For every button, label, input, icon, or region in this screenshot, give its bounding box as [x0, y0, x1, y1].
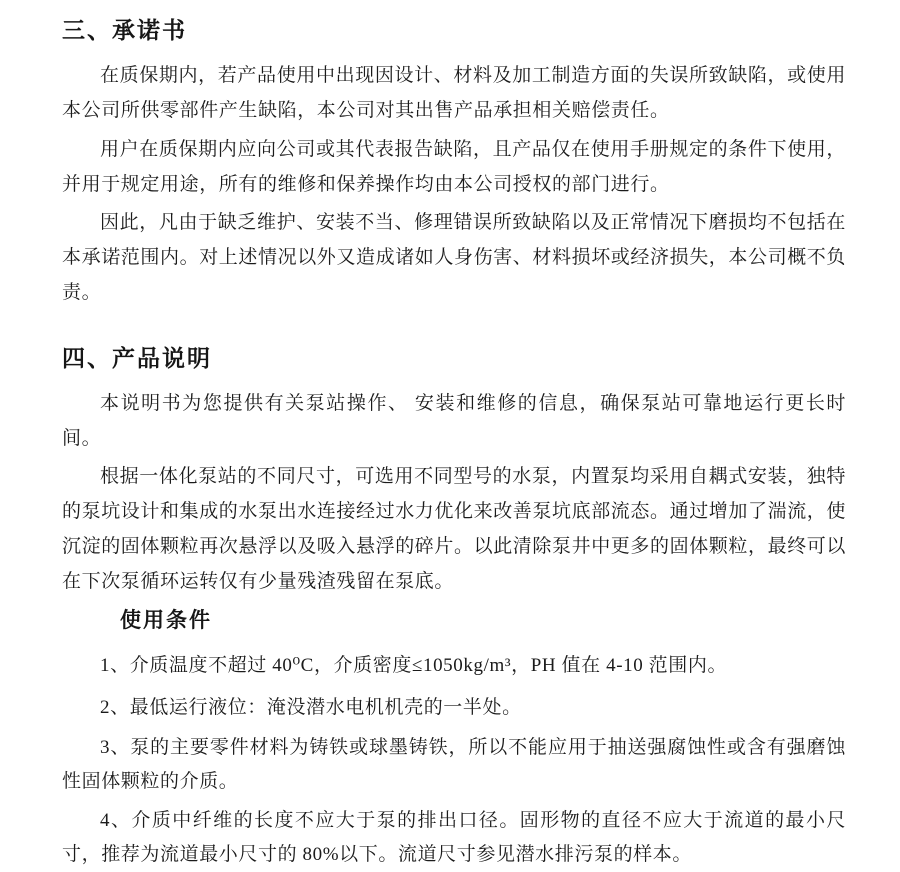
usage-condition-item-3: 3、泵的主要零件材料为铸铁或球墨铸铁，所以不能应用于抽送强腐蚀性或含有强磨蚀性固体颗粒的介质。 [62, 737, 846, 792]
usage-condition-item-1: 1、介质温度不超过 40⁰C，介质密度≤1050kg/m³，PH 值在 4-10 范围内。 [100, 655, 728, 676]
usage-condition-item-4: 4、介质中纤维的长度不应大于泵的排出口径。固形物的直径不应大于流道的最小尺寸，推荐为流道最小尺寸的 80%以下。流道尺寸参见潜水排污泵的样本。 [62, 810, 846, 865]
section-heading-warranty-commitment: 三、承诺书 [62, 18, 187, 43]
product-description-paragraph-2: 根据一体化泵站的不同尺寸，可选用不同型号的水泵，内置泵均采用自耦式安装，独特的泵坑设计和集成的水泵出水连接经过水力优化来改善泵坑底部流态。通过增加了湍流，使沉淀的固体颗粒再次悬浮以及吸入悬浮的碎片。以此清除泵井中更多的固体颗粒，最终可以在下次泵循环运转仅有少量残渣残留在泵底。 [62, 466, 847, 592]
usage-condition-item-2: 2、最低运行液位：淹没潜水电机机壳的一半处。 [100, 697, 522, 718]
warranty-paragraph-1: 在质保期内，若产品使用中出现因设计、材料及加工制造方面的失误所致缺陷，或使用本公司所供零部件产生缺陷，本公司对其出售产品承担相关赔偿责任。 [62, 65, 846, 121]
subsection-heading-usage-conditions: 使用条件 [120, 608, 212, 632]
warranty-paragraph-2: 用户在质保期内应向公司或其代表报告缺陷，且产品仅在使用手册规定的条件下使用，并用于规定用途，所有的维修和保养操作均由本公司授权的部门进行。 [62, 139, 846, 195]
product-description-paragraph-1: 本说明书为您提供有关泵站操作、 安装和维修的信息，确保泵站可靠地运行更长时间。 [62, 393, 846, 449]
warranty-paragraph-3: 因此，凡由于缺乏维护、安装不当、修理错误所致缺陷以及正常情况下磨损均不包括在本承诺范围内。对上述情况以外又造成诸如人身伤害、材料损坏或经济损失，本公司概不负责。 [62, 212, 847, 303]
section-heading-product-description: 四、产品说明 [62, 346, 212, 371]
